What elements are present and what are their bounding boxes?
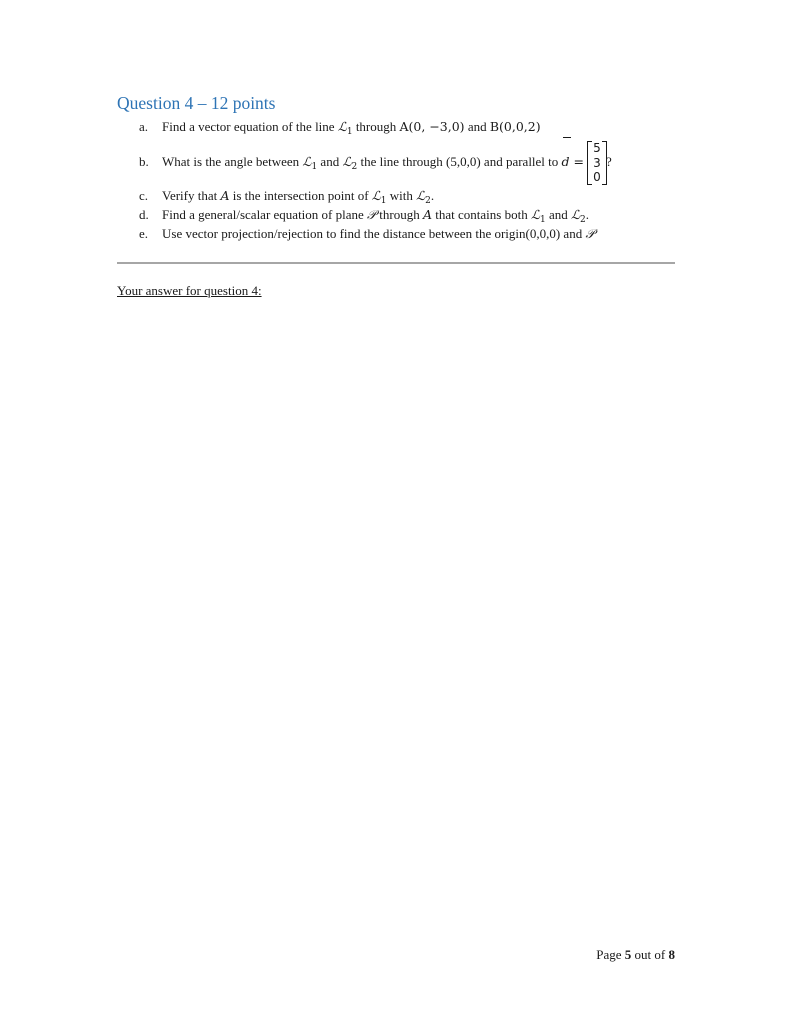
page-number-footer [596, 947, 675, 963]
answer-label: Your answer for question 4: [117, 283, 262, 298]
section-divider [117, 262, 675, 264]
equals-sign: = [569, 154, 588, 169]
part-marker: a. [139, 119, 149, 134]
bracket-right [602, 141, 607, 185]
part-text: through [376, 207, 423, 222]
question-part-b [117, 138, 677, 186]
out-of-text: out of [631, 947, 669, 962]
part-marker: b. [139, 154, 149, 169]
line-symbol-l1: ℒ$_1$ [371, 188, 387, 206]
question-part-c [117, 186, 677, 205]
part-marker: e. [139, 226, 149, 241]
point-a: A [423, 207, 433, 222]
point-a: A(0, −3,0) [399, 119, 465, 134]
vector-entry: 5 [593, 141, 601, 156]
part-text: ? [605, 154, 612, 169]
vector-entry: 0 [593, 170, 601, 185]
question-title: Question 4 – 12 points [117, 93, 276, 113]
part-text: and [317, 154, 343, 169]
part-marker: c. [139, 188, 149, 203]
column-vector [590, 141, 604, 185]
part-text: is the intersection point of [229, 188, 372, 203]
part-text: that contains both [432, 207, 531, 222]
part-text: Use vector projection/rejection to find the distance between the origin(0,0,0) and [162, 226, 586, 241]
part-text: Find a general/scalar equation of plane [162, 207, 368, 222]
part-text: Verify that [162, 188, 221, 203]
part-text: What is the angle between [162, 154, 303, 169]
line-symbol-l2: ℒ$_2$ [342, 154, 358, 172]
vector-symbol-d: d [562, 154, 570, 169]
plane-symbol: 𝒫 [367, 207, 377, 222]
line-symbol-l1: ℒ$_1$ [302, 154, 318, 172]
question-part-a [117, 118, 677, 138]
part-text: with [386, 188, 417, 203]
part-text: and [545, 207, 571, 222]
part-text: . [430, 188, 435, 203]
page-number: 5 [624, 947, 632, 962]
line-symbol-l2: ℒ$_2$ [416, 188, 431, 206]
vector-entry: 3 [593, 155, 601, 170]
page-word: Page [596, 947, 625, 962]
question-part-e [117, 224, 677, 243]
part-text: the line through (5,0,0) and parallel to [357, 154, 562, 169]
point-b: B(0,0,2) [489, 119, 541, 134]
line-symbol-l1: ℒ$_1$ [337, 119, 353, 137]
part-marker: d. [139, 207, 149, 222]
point-a: A [220, 188, 230, 203]
part-text: . [585, 207, 589, 222]
question-parts-list [117, 118, 677, 243]
line-symbol-l1: ℒ$_1$ [530, 207, 546, 225]
total-pages: 8 [668, 947, 675, 962]
part-text: and [464, 119, 490, 134]
part-text: Find a vector equation of the line [162, 119, 338, 134]
question-part-d [117, 205, 677, 224]
line-symbol-l2: ℒ$_2$ [571, 207, 586, 225]
part-text: through [352, 119, 400, 134]
plane-symbol: 𝒫 [585, 226, 595, 241]
